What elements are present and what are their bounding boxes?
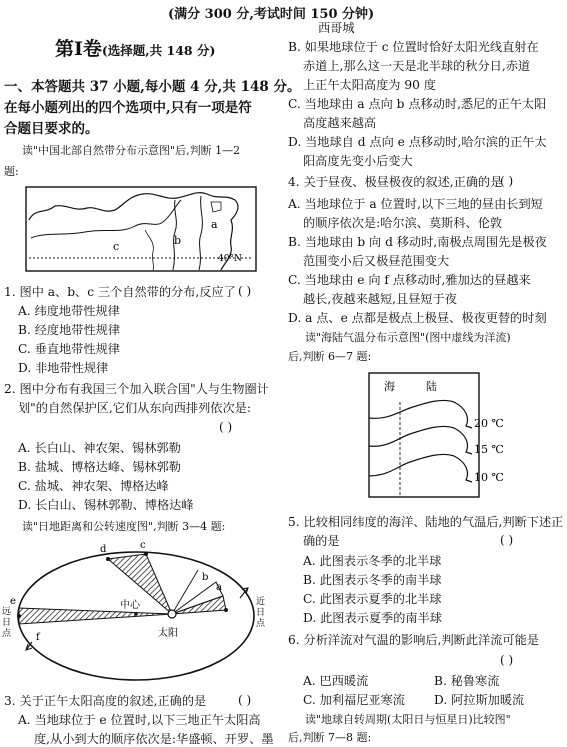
isotherm-20: 20 ℃ bbox=[474, 417, 504, 430]
natural-zone-map bbox=[25, 186, 257, 272]
isotherm-10: 10 ℃ bbox=[474, 471, 504, 484]
q5-stem-1: 5. 比较相同纬度的海洋、陆地的气温后,判断下述正 bbox=[288, 515, 564, 529]
map-label-a: a bbox=[211, 218, 218, 231]
orbit-near-1: 近 bbox=[256, 597, 266, 607]
q6-option-b: B. 秘鲁寒流 bbox=[434, 674, 500, 688]
q3-option-b-1: B. 如果地球位于 c 位置时恰好太阳光线直射在 bbox=[288, 40, 539, 54]
q1-option-a: A. 纬度地带性规律 bbox=[18, 304, 120, 318]
orbit-point-e: e bbox=[10, 596, 16, 607]
q6-answer-paren: ( ) bbox=[500, 653, 514, 667]
land-label: 陆 bbox=[426, 380, 437, 393]
sea-label: 海 bbox=[384, 380, 395, 393]
q6-option-d: D. 阿拉斯加暖流 bbox=[434, 693, 525, 707]
q1-answer-paren: ( ) bbox=[238, 284, 252, 298]
q3-option-b-3: 上正午太阳高度为 90 度 bbox=[303, 78, 436, 92]
q3-option-a-3: 西哥城 bbox=[318, 21, 355, 35]
q2-stem-2: 划"的自然保护区,它们从东向西排列依次是: bbox=[18, 401, 251, 415]
intro-line-3: 合题目要求的。 bbox=[4, 121, 99, 137]
read1-line-2: 题: bbox=[4, 165, 19, 178]
q4-option-a-2: 的顺序依次是:哈尔滨、莫斯科、伦敦 bbox=[303, 216, 503, 230]
orbit-center-label: 中心 bbox=[120, 600, 140, 611]
sea-land-temperature-diagram bbox=[368, 372, 518, 500]
q4-option-c-2: 越长,夜越来越短,且昼短于夜 bbox=[303, 292, 457, 306]
section-title: 第Ⅰ卷 bbox=[55, 38, 102, 60]
orbit-point-a: a bbox=[216, 582, 222, 593]
orbit-sun-label: 太阳 bbox=[158, 628, 178, 639]
score-line: (满分 300 分,考试时间 150 分钟) bbox=[168, 7, 375, 22]
q5-answer-paren: ( ) bbox=[500, 533, 514, 547]
intro-line-1: 一、本答题共 37 小题,每小题 4 分,共 148 分。 bbox=[4, 79, 301, 95]
map-lat-label: 40°N bbox=[218, 254, 242, 264]
map-label-c: c bbox=[113, 240, 120, 253]
q5-option-b: B. 此图表示冬季的南半球 bbox=[303, 573, 442, 587]
orbit-point-b: b bbox=[202, 572, 209, 583]
q4-stem: 4. 关于昼夜、极昼极夜的叙述,正确的是 bbox=[288, 175, 503, 189]
q4-option-c-1: C. 当地球由 e 向 f 点移动时,雅加达的昼越来 bbox=[288, 273, 531, 287]
q1-option-d: D. 非地带性规律 bbox=[18, 361, 109, 375]
orbit-point-c: c bbox=[140, 540, 146, 551]
q2-answer-paren: ( ) bbox=[219, 420, 233, 434]
section-title-note: (选择题,共 148 分) bbox=[101, 43, 216, 58]
q4-option-b-2: 范围变小后又极昼范围变大 bbox=[303, 254, 450, 268]
orbit-far-1: 远 bbox=[2, 607, 12, 617]
orbit-near-2: 日 bbox=[256, 608, 266, 618]
q3-stem: 3. 关于正午太阳高度的叙述,正确的是 bbox=[4, 694, 207, 708]
q3-option-a-1: A. 当地球位于 e 位置时,以下三地正午太阳高 bbox=[18, 713, 261, 727]
orbit-far-3: 点 bbox=[2, 629, 12, 639]
read2-line: 读"日地距离和公转速度图",判断 3—4 题: bbox=[22, 520, 226, 533]
q2-option-a: A. 长白山、神农架、锡林郭勒 bbox=[18, 441, 181, 455]
section-heading bbox=[55, 34, 215, 61]
q3-option-d-2: 阳高度先变小后变大 bbox=[303, 154, 413, 168]
read4-line-2: 后,判断 7—8 题: bbox=[288, 731, 372, 744]
q5-option-c: C. 此图表示夏季的北半球 bbox=[303, 592, 442, 606]
q1-option-b: B. 经度地带性规律 bbox=[18, 323, 121, 337]
q3-option-c-1: C. 当地球由 a 点向 b 点移动时,悉尼的正午太阳 bbox=[288, 97, 547, 111]
read3-line-2: 后,判断 6—7 题: bbox=[288, 350, 372, 363]
q3-option-c-2: 高度越来越高 bbox=[303, 116, 377, 130]
q2-option-c: C. 盐城、神农架、博格达峰 bbox=[18, 479, 169, 493]
orbit-point-d: d bbox=[100, 544, 107, 555]
q6-option-c: C. 加利福尼亚寒流 bbox=[303, 693, 405, 707]
q5-option-a: A. 此图表示冬季的北半球 bbox=[303, 554, 442, 568]
orbit-diagram bbox=[2, 538, 268, 686]
read3-line-1: 读"海陆气温分布示意图"(图中虚线为洋流) bbox=[305, 331, 511, 344]
q3-option-d-1: D. 当地球自 d 点向 e 点移动时,哈尔滨的正午太 bbox=[288, 135, 547, 149]
read4-line-1: 读"地球自转周期(太阳日与恒星日)比较图" bbox=[305, 713, 511, 726]
orbit-far-2: 日 bbox=[2, 618, 12, 628]
q1-stem: 1. 图中 a、b、c 三个自然带的分布,反应了 bbox=[4, 285, 236, 299]
intro-line-2: 在每小题列出的四个选项中,只有一项是符 bbox=[4, 100, 252, 116]
q5-stem-2: 确的是 bbox=[303, 534, 340, 548]
q1-option-c: C. 垂直地带性规律 bbox=[18, 342, 120, 356]
orbit-near-3: 点 bbox=[256, 619, 266, 629]
read1-line-1: 读"中国北部自然带分布示意图"后,判断 1—2 bbox=[22, 144, 241, 157]
q2-option-b: B. 盐城、博格达峰、锡林郭勒 bbox=[18, 460, 181, 474]
q6-option-a: A. 巴西暖流 bbox=[303, 674, 369, 688]
q2-stem-1: 2. 图中分布有我国三个加入联合国"人与生物圈计 bbox=[4, 382, 269, 396]
q2-option-d: D. 长白山、锡林郭勒、博格达峰 bbox=[18, 498, 194, 512]
q5-option-d: D. 此图表示夏季的南半球 bbox=[303, 611, 442, 625]
q6-stem: 6. 分析洋流对气温的影响后,判断此洋流可能是 bbox=[288, 633, 539, 647]
orbit-point-f: f bbox=[36, 632, 40, 643]
q4-answer-paren: ( ) bbox=[500, 174, 514, 188]
q3-answer-paren: ( ) bbox=[238, 693, 252, 707]
q4-option-b-1: B. 当地球由 b 向 d 移动时,南极点周围先是极夜 bbox=[288, 235, 547, 249]
isotherm-15: 15 ℃ bbox=[474, 443, 504, 456]
q4-option-d: D. a 点、e 点都是极点上极昼、极夜更替的时刻 bbox=[288, 311, 547, 325]
q3-option-a-2: 度,从小到大的顺序依次是:华盛顿、开罗、墨 bbox=[34, 732, 274, 746]
q3-option-b-2: 赤道上,那么这一天是北半球的秋分日,赤道 bbox=[303, 59, 531, 73]
q4-option-a-1: A. 当地球位于 a 位置时,以下三地的昼由长到短 bbox=[288, 197, 543, 211]
map-label-b: b bbox=[174, 234, 182, 247]
